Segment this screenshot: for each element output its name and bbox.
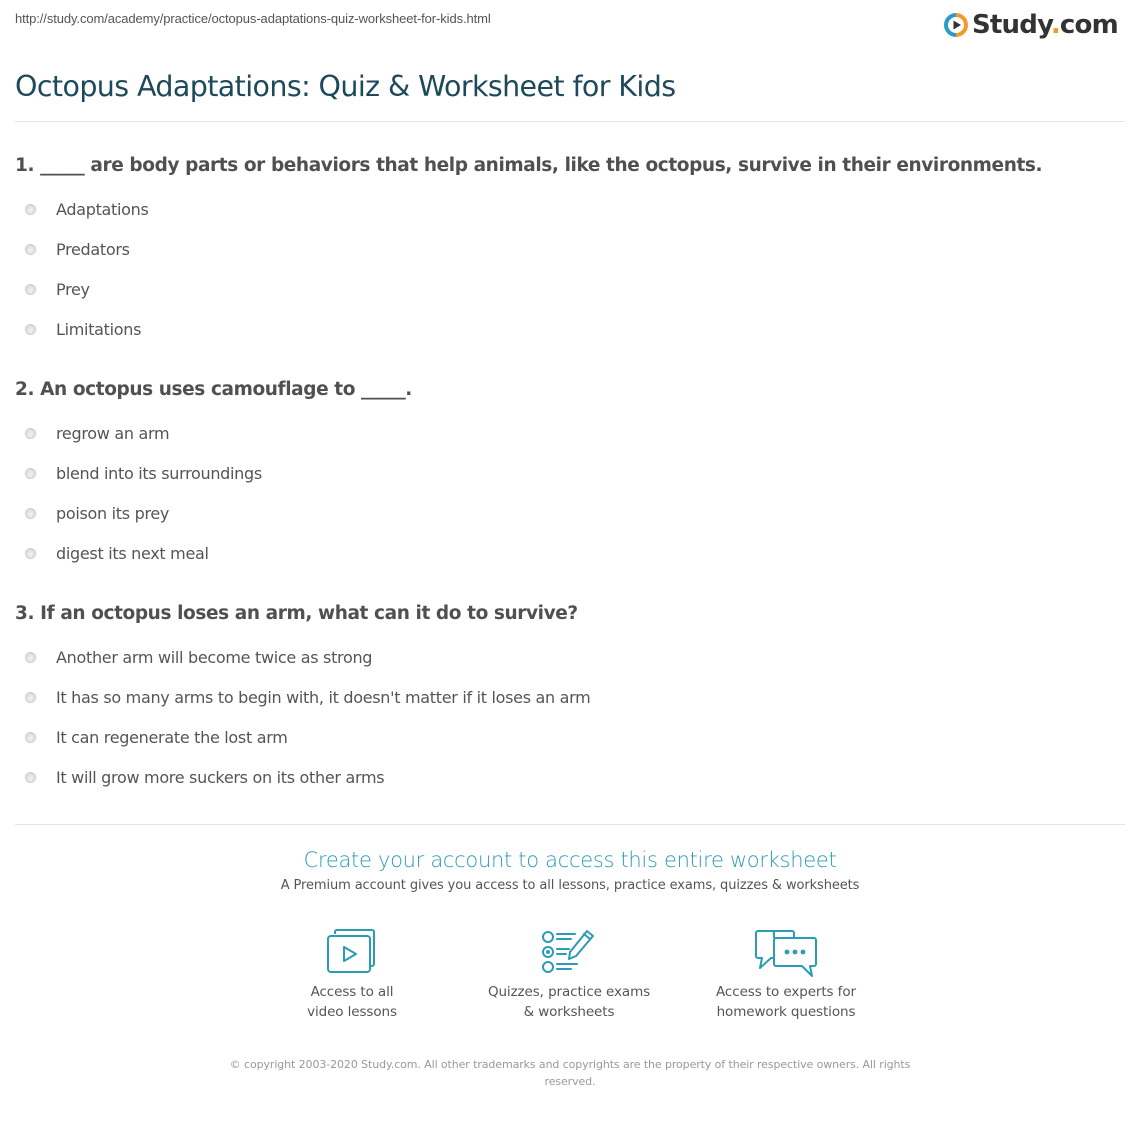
feature-line: Access to experts for — [716, 984, 856, 1000]
page-url: http://study.com/academy/practice/octopus-adaptations-quiz-worksheet-for-kids.html — [15, 11, 491, 26]
feature-line: & worksheets — [523, 1004, 615, 1020]
question-3 — [15, 603, 1125, 797]
option-label: Prey — [56, 279, 90, 299]
question-1 — [15, 155, 1125, 349]
answer-option[interactable] — [15, 757, 1125, 797]
option-label: regrow an arm — [56, 423, 170, 443]
option-label: It can regenerate the lost arm — [56, 727, 288, 747]
option-label: It has so many arms to begin with, it doesn't matter if it loses an arm — [56, 687, 591, 707]
radio-button-icon[interactable] — [25, 692, 36, 703]
radio-button-icon[interactable] — [25, 204, 36, 215]
question-2 — [15, 379, 1125, 573]
feature-line: video lessons — [307, 1004, 397, 1020]
radio-button-icon[interactable] — [25, 324, 36, 335]
feature-line: homework questions — [716, 1004, 856, 1020]
radio-button-icon[interactable] — [25, 548, 36, 559]
answer-option[interactable] — [15, 717, 1125, 757]
radio-button-icon[interactable] — [25, 508, 36, 519]
radio-button-icon[interactable] — [25, 652, 36, 663]
answer-option[interactable] — [15, 309, 1125, 349]
feature-quizzes — [459, 928, 679, 1022]
video-lessons-icon — [326, 928, 378, 974]
radio-button-icon[interactable] — [25, 468, 36, 479]
radio-button-icon[interactable] — [25, 244, 36, 255]
play-circle-icon — [944, 13, 968, 37]
answer-option[interactable] — [15, 413, 1125, 453]
quiz-checklist-icon — [541, 928, 597, 974]
page-title: Octopus Adaptations: Quiz & Worksheet for Kids — [15, 70, 676, 103]
feature-line: Quizzes, practice exams — [487, 984, 651, 1000]
logo-suffix: com — [1059, 10, 1118, 40]
logo-dot: . — [1050, 10, 1060, 40]
divider — [15, 121, 1125, 122]
option-label: It will grow more suckers on its other arms — [56, 767, 385, 787]
answer-option[interactable] — [15, 493, 1125, 533]
cta-title-link[interactable]: Create your account to access this entire worksheet — [303, 848, 837, 872]
option-label: poison its prey — [56, 503, 170, 523]
study-logo[interactable] — [944, 9, 1118, 41]
feature-experts — [676, 928, 896, 1022]
option-label: digest its next meal — [56, 543, 209, 563]
copyright-notice: © copyright 2003-2020 Study.com. All other trademarks and copyrights are the property of their respective owners. All rights reserved. — [229, 1058, 911, 1088]
question-text: 3. If an octopus loses an arm, what can it do to survive? — [15, 603, 578, 624]
option-label: blend into its surroundings — [56, 463, 262, 483]
chat-bubbles-icon — [754, 928, 818, 978]
feature-video-lessons — [242, 928, 462, 1022]
radio-button-icon[interactable] — [25, 428, 36, 439]
feature-line: Access to all — [310, 984, 394, 1000]
logo-text: Study — [972, 10, 1051, 40]
answer-option[interactable] — [15, 677, 1125, 717]
radio-button-icon[interactable] — [25, 732, 36, 743]
answer-option[interactable] — [15, 269, 1125, 309]
question-text: 1. _____ are body parts or behaviors that help animals, like the octopus, survive in their environments. — [15, 155, 1043, 176]
option-label: Predators — [56, 239, 130, 259]
option-label: Limitations — [56, 319, 142, 339]
radio-button-icon[interactable] — [25, 284, 36, 295]
divider — [15, 824, 1125, 825]
answer-option[interactable] — [15, 229, 1125, 269]
option-label: Another arm will become twice as strong — [56, 647, 373, 667]
radio-button-icon[interactable] — [25, 772, 36, 783]
answer-option[interactable] — [15, 453, 1125, 493]
option-label: Adaptations — [56, 199, 149, 219]
question-text: 2. An octopus uses camouflage to _____. — [15, 379, 412, 400]
answer-option[interactable] — [15, 533, 1125, 573]
answer-option[interactable] — [15, 637, 1125, 677]
answer-option[interactable] — [15, 189, 1125, 229]
cta-subtitle: A Premium account gives you access to all lessons, practice exams, quizzes & worksheets — [280, 878, 860, 893]
